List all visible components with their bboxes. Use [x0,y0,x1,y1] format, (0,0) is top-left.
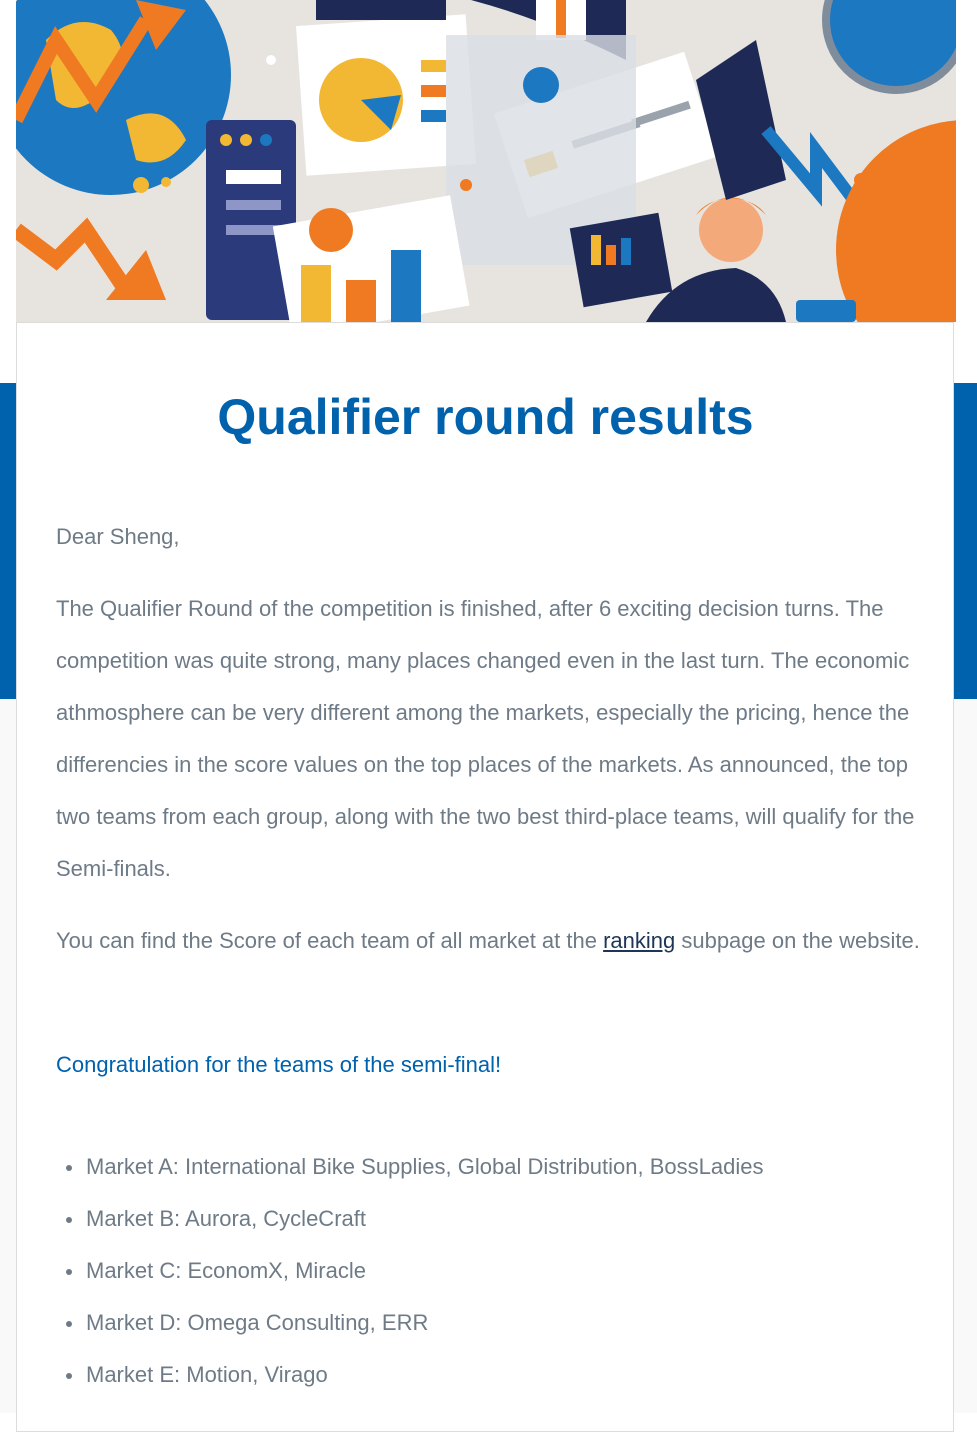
hero-banner-illustration [16,0,956,322]
greeting: Dear Sheng, [56,524,180,549]
list-item: Market C: EconomX, Miracle [86,1245,763,1297]
page-title: Qualifier round results [217,389,754,445]
congratulation-text: Congratulation for the teams of the semi-final! [56,1052,502,1077]
list-item: Market A: International Bike Supplies, Global Distribution, BossLadies [86,1141,763,1193]
ranking-paragraph-after: subpage on the website. [675,928,920,953]
list-item: Market D: Omega Consulting, ERR [86,1297,763,1349]
list-item: Market E: Motion, Virago [86,1349,763,1401]
ranking-paragraph-before: You can find the Score of each team of all market at the [56,928,604,953]
ranking-link[interactable]: ranking [603,928,676,953]
list-item: Market B: Aurora, CycleCraft [86,1193,763,1245]
intro-paragraph: The Qualifier Round of the competition is finished, after 6 exciting decision turns. The competition was quite strong, many places changed even in the last turn. The economic athmosphere can be very different among the markets, especially the pricing, hence the differencies in the score values on the top places of the markets. As announced, the top two teams from each group, along with the two best third-place teams, will qualify for the Semi-finals. [56,596,915,881]
market-list [56,1141,763,1401]
ranking-paragraph [56,915,926,967]
